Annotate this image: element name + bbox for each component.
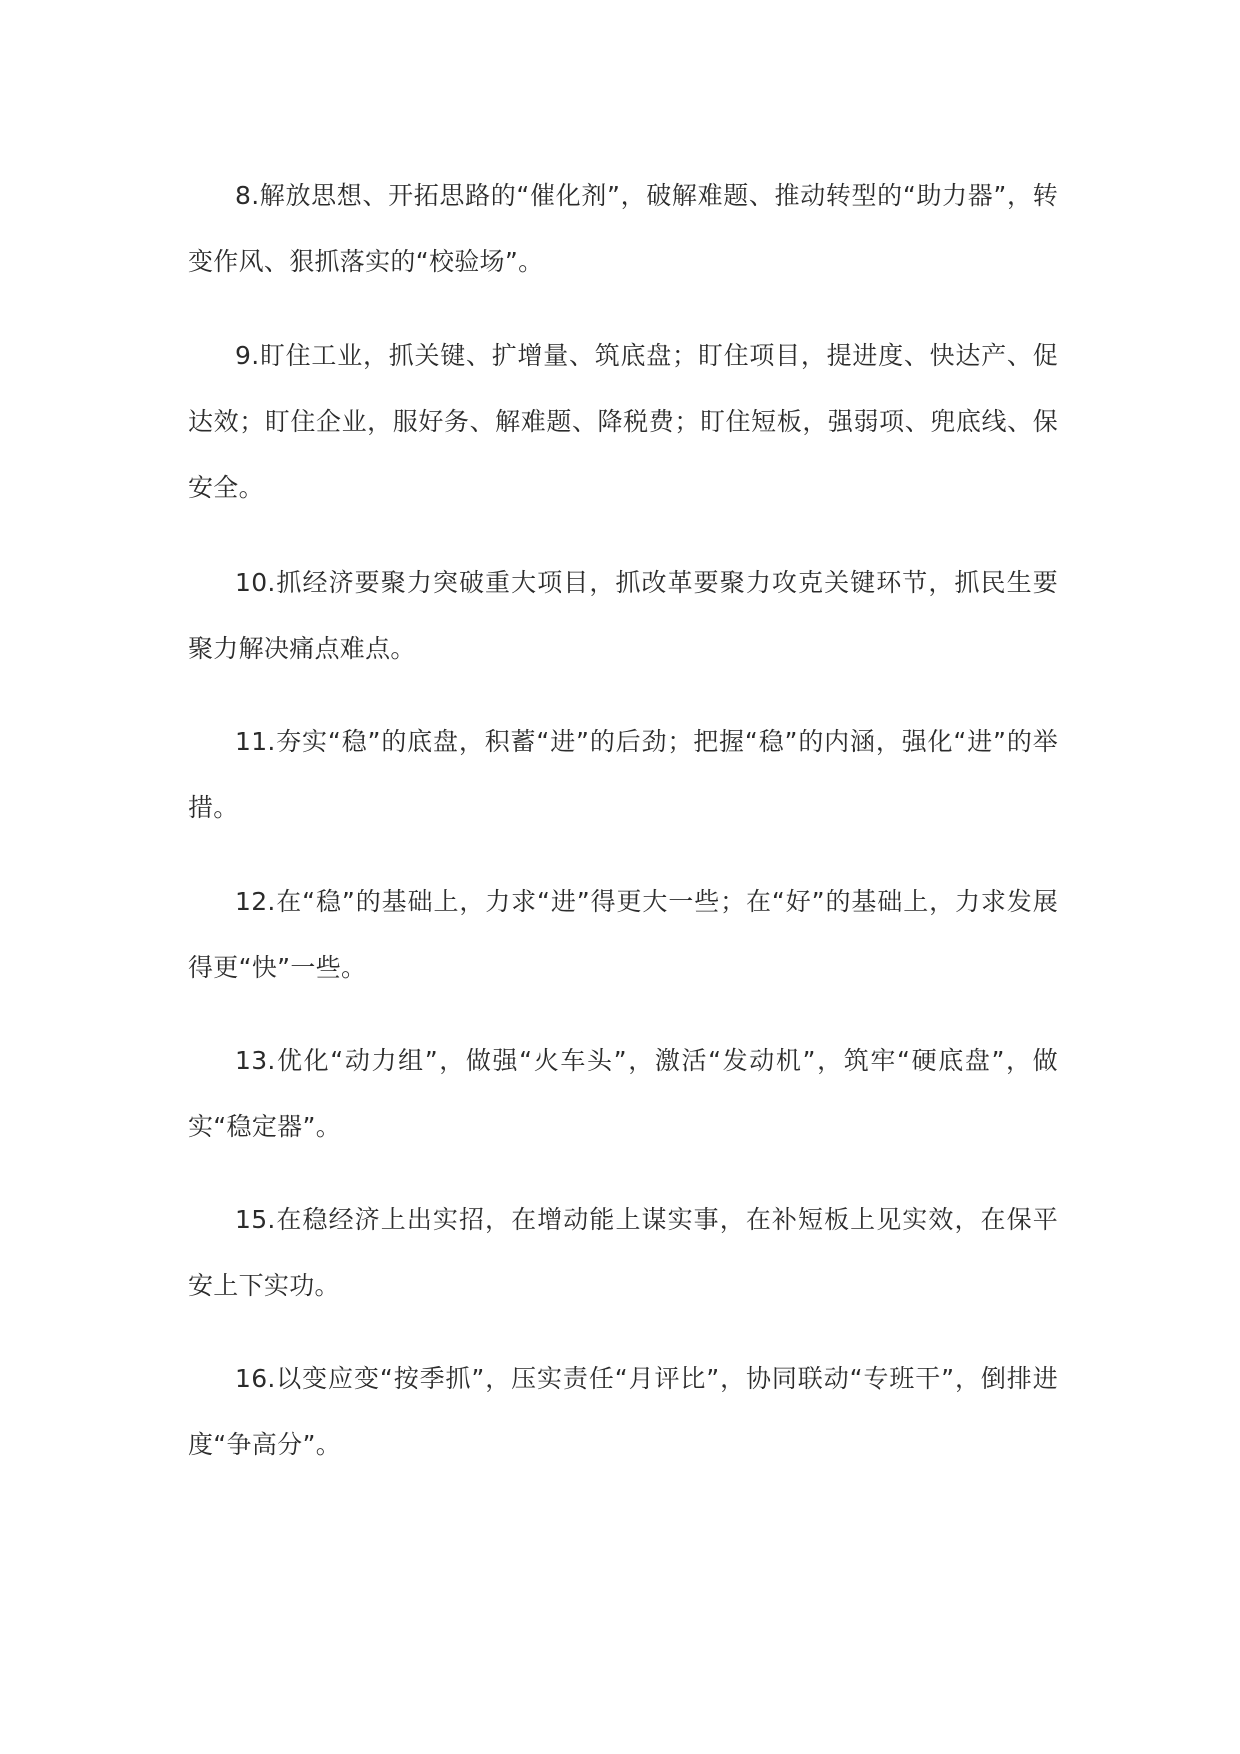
paragraph-12: 12.在“稳”的基础上，力求“进”得更大一些；在“好”的基础上，力求发展得更“快”一些。 bbox=[188, 887, 1058, 982]
paragraph-13: 13.优化“动力组”，做强“火车头”，激活“发动机”，筑牢“硬底盘”，做实“稳定器”。 bbox=[188, 1046, 1058, 1141]
paragraph-9: 9.盯住工业，抓关键、扩增量、筑底盘；盯住项目，提进度、快达产、促达效；盯住企业，服好务、解难题、降税费；盯住短板，强弱项、兜底线、保安全。 bbox=[188, 341, 1058, 502]
paragraph-16: 16.以变应变“按季抓”，压实责任“月评比”，协同联动“专班干”，倒排进度“争高分”。 bbox=[188, 1364, 1058, 1459]
paragraph-11: 11.夯实“稳”的底盘，积蓄“进”的后劲；把握“稳”的内涵，强化“进”的举措。 bbox=[188, 727, 1058, 822]
paragraph-8: 8.解放思想、开拓思路的“催化剂”，破解难题、推动转型的“助力器”，转变作风、狠抓落实的“校验场”。 bbox=[188, 181, 1058, 276]
paragraph-15: 15.在稳经济上出实招，在增动能上谋实事，在补短板上见实效，在保平安上下实功。 bbox=[188, 1205, 1058, 1300]
paragraph-10: 10.抓经济要聚力突破重大项目，抓改革要聚力攻克关键环节，抓民生要聚力解决痛点难点。 bbox=[188, 568, 1058, 663]
